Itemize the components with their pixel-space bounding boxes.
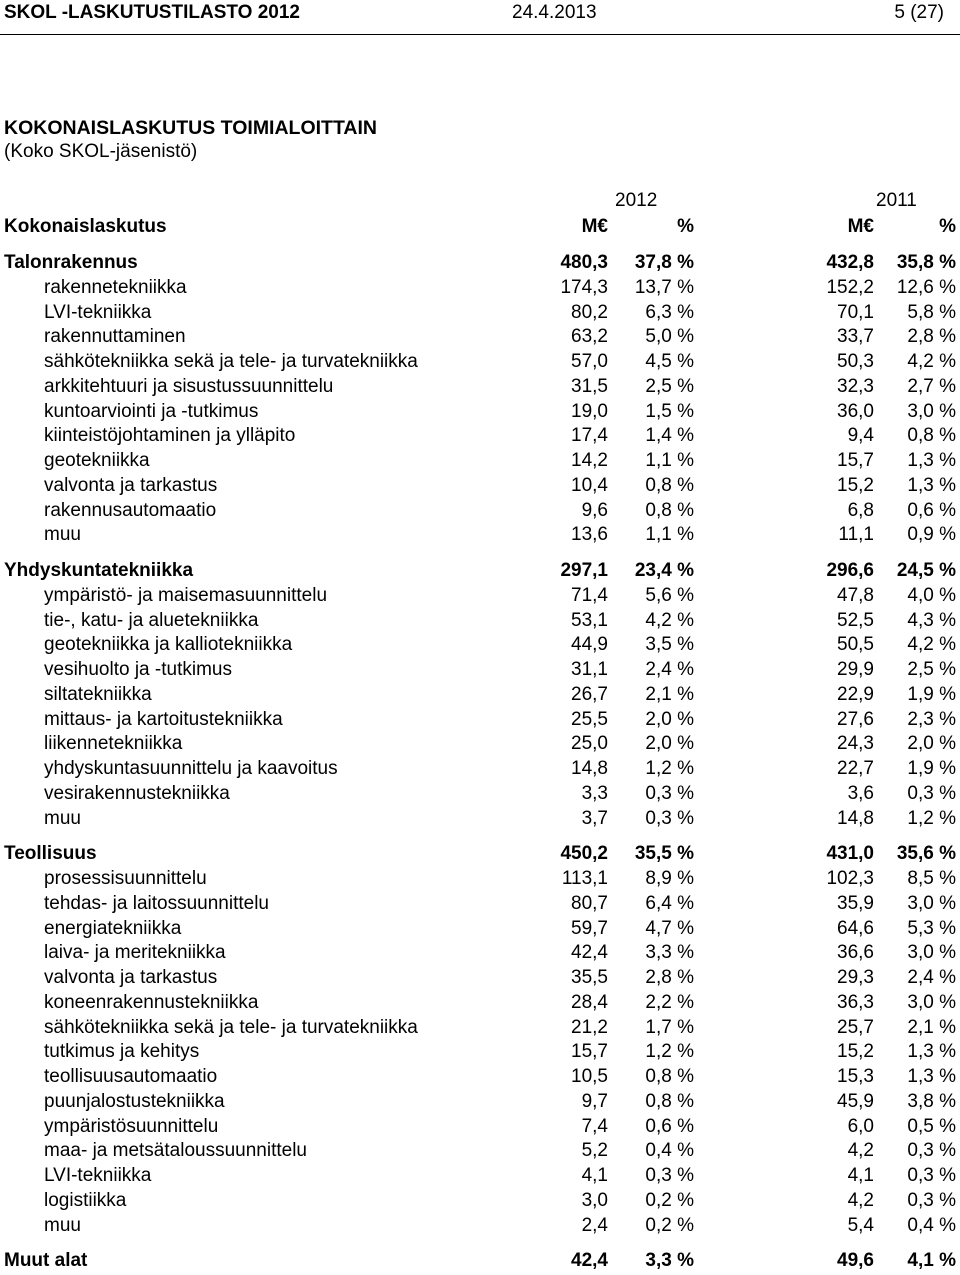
value-pct-2012: 13,7 % — [634, 276, 694, 298]
value-meur-2012: 3,3 — [581, 782, 608, 804]
value-meur-2011: 25,7 — [837, 1016, 874, 1038]
value-pct-2011: 0,6 % — [907, 499, 956, 521]
value-pct-2011: 1,9 % — [907, 758, 956, 779]
value-meur-2012: 7,4 — [581, 1115, 608, 1137]
value-meur-2012: 53,1 — [571, 609, 608, 631]
table-row — [0, 1115, 960, 1139]
row-label: laiva- ja meritekniikka — [44, 942, 226, 964]
value-pct-2012: 2,5 % — [645, 375, 694, 397]
category-row — [0, 559, 960, 583]
table-row — [0, 732, 960, 756]
value-meur-2011: 36,3 — [837, 991, 874, 1013]
value-pct-2011: 35,6 % — [896, 843, 956, 865]
value-pct-2011: 0,5 % — [907, 1115, 956, 1137]
value-meur-2011: 6,0 — [847, 1115, 874, 1137]
row-label: logistiikka — [44, 1189, 127, 1211]
table-row — [0, 867, 960, 891]
value-meur-2011: 22,9 — [837, 683, 874, 705]
value-pct-2012: 4,5 % — [645, 351, 694, 372]
value-meur-2012: 31,5 — [571, 375, 608, 397]
value-meur-2011: 70,1 — [837, 301, 874, 323]
value-meur-2011: 4,2 — [847, 1140, 874, 1162]
value-pct-2012: 5,6 % — [645, 584, 694, 606]
value-meur-2012: 71,4 — [571, 584, 608, 606]
value-meur-2011: 4,2 — [847, 1189, 874, 1211]
value-pct-2011: 8,5 % — [907, 868, 956, 889]
value-meur-2011: 14,8 — [837, 807, 874, 829]
category-row — [0, 842, 960, 866]
value-pct-2012: 4,2 % — [645, 609, 694, 631]
value-meur-2011: 64,6 — [837, 917, 874, 939]
value-pct-2011: 2,4 % — [907, 967, 956, 988]
value-pct-2012: 3,5 % — [645, 634, 694, 656]
value-meur-2011: 52,5 — [837, 609, 874, 631]
value-meur-2012: 4,1 — [581, 1165, 608, 1186]
year-2012-heading: 2012 — [615, 190, 658, 211]
value-meur-2012: 5,2 — [581, 1140, 608, 1162]
value-pct-2012: 1,1 % — [645, 450, 694, 471]
table-row — [0, 782, 960, 806]
table-row — [0, 449, 960, 473]
value-pct-2012: 0,8 % — [645, 1066, 694, 1087]
value-meur-2012: 80,7 — [571, 892, 608, 914]
row-label: muu — [44, 1214, 81, 1236]
table-row — [0, 658, 960, 682]
value-pct-2011: 0,3 % — [907, 1189, 956, 1211]
value-pct-2012: 6,4 % — [645, 892, 694, 914]
value-pct-2012: 2,0 % — [645, 733, 694, 755]
value-meur-2012: 63,2 — [571, 326, 608, 348]
page-number: 5 (27) — [894, 2, 944, 23]
row-label: Teollisuus — [4, 843, 97, 865]
value-meur-2011: 50,3 — [837, 351, 874, 372]
table-row — [0, 683, 960, 707]
value-meur-2012: 25,0 — [571, 733, 608, 755]
value-meur-2011: 3,6 — [847, 782, 874, 804]
value-pct-2012: 2,2 % — [645, 991, 694, 1013]
value-pct-2012: 0,8 % — [645, 1090, 694, 1112]
value-pct-2011: 2,7 % — [907, 375, 956, 397]
report-title: SKOL -LASKUTUSTILASTO 2012 — [4, 2, 300, 23]
value-meur-2011: 45,9 — [837, 1090, 874, 1112]
value-pct-2012: 0,8 % — [645, 474, 694, 496]
table-row — [0, 1065, 960, 1089]
value-pct-2011: 4,3 % — [907, 609, 956, 631]
table-row — [0, 400, 960, 424]
value-pct-2011: 0,3 % — [907, 1165, 956, 1186]
value-meur-2012: 28,4 — [571, 991, 608, 1013]
row-label: Yhdyskuntatekniikka — [4, 560, 194, 581]
value-pct-2011: 1,9 % — [907, 683, 956, 705]
value-meur-2012: 80,2 — [571, 301, 608, 323]
value-meur-2011: 15,3 — [837, 1066, 874, 1087]
table-row — [0, 301, 960, 325]
value-meur-2011: 32,3 — [837, 375, 874, 397]
table-row — [0, 807, 960, 831]
value-pct-2012: 37,8 % — [634, 252, 694, 273]
section-subtitle: (Koko SKOL-jäsenistö) — [4, 141, 198, 162]
value-meur-2011: 50,5 — [837, 634, 874, 656]
value-meur-2012: 10,4 — [571, 474, 608, 496]
value-pct-2012: 3,3 % — [645, 942, 694, 964]
column-label: Kokonaislaskutus — [4, 216, 167, 237]
value-pct-2012: 0,6 % — [645, 1115, 694, 1137]
row-label: rakennuttaminen — [44, 326, 186, 348]
value-meur-2012: 19,0 — [571, 400, 608, 422]
value-meur-2012: 35,5 — [571, 967, 608, 988]
value-pct-2012: 2,8 % — [645, 967, 694, 988]
value-pct-2012: 23,4 % — [634, 560, 694, 581]
unit-meur-2011: M€ — [847, 216, 874, 237]
category-row — [0, 251, 960, 275]
unit-meur-2012: M€ — [581, 216, 608, 237]
value-pct-2012: 2,4 % — [645, 659, 694, 680]
table-row — [0, 917, 960, 941]
row-label: energiatekniikka — [44, 917, 182, 939]
table-row — [0, 757, 960, 781]
value-meur-2012: 174,3 — [560, 276, 608, 298]
value-meur-2011: 15,7 — [837, 450, 874, 471]
table-row — [0, 1214, 960, 1238]
row-label: tie-, katu- ja aluetekniikka — [44, 609, 259, 631]
value-meur-2011: 15,2 — [837, 1041, 874, 1063]
table-row — [0, 633, 960, 657]
table-row — [0, 966, 960, 990]
value-pct-2011: 12,6 % — [896, 276, 956, 298]
value-meur-2012: 113,1 — [561, 868, 608, 889]
value-pct-2012: 5,0 % — [645, 326, 694, 348]
report-date: 24.4.2013 — [512, 2, 597, 23]
value-pct-2011: 4,2 % — [907, 351, 956, 372]
year-2011-heading: 2011 — [876, 190, 917, 211]
value-pct-2012: 2,0 % — [645, 708, 694, 730]
value-meur-2012: 13,6 — [571, 524, 608, 546]
value-pct-2012: 35,5 % — [634, 843, 694, 865]
table-row — [0, 584, 960, 608]
value-meur-2011: 47,8 — [837, 584, 874, 606]
row-label: puunjalostustekniikka — [44, 1090, 225, 1112]
table-row — [0, 1090, 960, 1114]
table-row — [0, 1139, 960, 1163]
value-meur-2012: 3,7 — [581, 807, 608, 829]
value-pct-2012: 1,2 % — [645, 758, 694, 779]
value-meur-2011: 432,8 — [826, 252, 874, 273]
page-header — [0, 0, 960, 35]
value-meur-2012: 26,7 — [571, 683, 608, 705]
value-meur-2011: 33,7 — [837, 326, 874, 348]
value-pct-2011: 3,0 % — [907, 942, 956, 964]
value-pct-2011: 5,3 % — [907, 917, 956, 939]
value-pct-2011: 1,3 % — [907, 474, 956, 496]
row-label: LVI-tekniikka — [44, 1165, 152, 1186]
value-meur-2011: 22,7 — [837, 758, 874, 779]
value-pct-2011: 35,8 % — [896, 252, 956, 273]
row-label: maa- ja metsätaloussuunnittelu — [44, 1140, 307, 1162]
value-meur-2011: 49,6 — [837, 1250, 874, 1272]
value-pct-2012: 2,1 % — [645, 683, 694, 705]
value-meur-2012: 25,5 — [571, 708, 608, 730]
value-pct-2011: 0,9 % — [907, 524, 956, 546]
value-pct-2012: 0,2 % — [645, 1214, 694, 1236]
value-meur-2011: 6,8 — [847, 499, 874, 521]
value-pct-2011: 0,3 % — [907, 1140, 956, 1162]
value-pct-2012: 1,2 % — [645, 1041, 694, 1063]
row-label: valvonta ja tarkastus — [44, 967, 218, 988]
table-row — [0, 609, 960, 633]
value-meur-2011: 5,4 — [847, 1214, 874, 1236]
row-label: LVI-tekniikka — [44, 301, 152, 323]
row-label: vesirakennustekniikka — [44, 782, 230, 804]
value-pct-2012: 0,3 % — [645, 807, 694, 829]
row-label: ympäristö- ja maisemasuunnittelu — [44, 584, 328, 606]
row-label: rakennusautomaatio — [44, 499, 217, 521]
value-pct-2011: 2,0 % — [907, 733, 956, 755]
value-meur-2011: 102,3 — [826, 868, 874, 889]
value-meur-2011: 29,9 — [837, 659, 874, 680]
value-meur-2011: 431,0 — [826, 843, 874, 865]
value-meur-2012: 15,7 — [571, 1041, 608, 1063]
value-pct-2012: 8,9 % — [645, 868, 694, 889]
value-pct-2011: 0,4 % — [907, 1214, 956, 1236]
value-meur-2012: 44,9 — [571, 634, 608, 656]
table-row — [0, 375, 960, 399]
value-meur-2011: 296,6 — [826, 560, 874, 581]
row-label: kuntoarviointi ja -tutkimus — [44, 400, 259, 422]
row-label: geotekniikka — [44, 450, 150, 471]
row-label: geotekniikka ja kalliotekniikka — [44, 634, 293, 656]
value-meur-2012: 480,3 — [560, 252, 608, 273]
value-pct-2011: 1,3 % — [907, 450, 956, 471]
value-meur-2012: 450,2 — [560, 843, 608, 865]
table-row — [0, 1016, 960, 1040]
value-pct-2012: 6,3 % — [645, 301, 694, 323]
table-row — [0, 424, 960, 448]
value-pct-2012: 1,4 % — [645, 425, 694, 447]
row-label: Muut alat — [4, 1250, 88, 1272]
value-meur-2011: 27,6 — [837, 708, 874, 730]
value-pct-2012: 0,3 % — [645, 1165, 694, 1186]
table-row — [0, 1164, 960, 1188]
value-meur-2012: 42,4 — [571, 1250, 608, 1272]
value-meur-2011: 9,4 — [847, 425, 874, 447]
value-pct-2011: 1,3 % — [907, 1066, 956, 1087]
row-label: koneenrakennustekniikka — [44, 991, 259, 1013]
value-meur-2012: 10,5 — [571, 1066, 608, 1087]
table-row — [0, 474, 960, 498]
table-row — [0, 276, 960, 300]
value-meur-2011: 24,3 — [837, 733, 874, 755]
value-meur-2012: 9,7 — [581, 1090, 608, 1112]
row-label: vesihuolto ja -tutkimus — [44, 659, 232, 680]
unit-pct-2011: % — [939, 216, 956, 237]
row-label: arkkitehtuuri ja sisustussuunnittelu — [44, 375, 334, 397]
row-label: tehdas- ja laitossuunnittelu — [44, 892, 269, 914]
value-pct-2011: 3,0 % — [907, 400, 956, 422]
value-pct-2011: 2,3 % — [907, 708, 956, 730]
value-meur-2012: 2,4 — [581, 1214, 608, 1236]
row-label: muu — [44, 807, 81, 829]
table-row — [0, 941, 960, 965]
value-pct-2011: 3,8 % — [907, 1090, 956, 1112]
value-pct-2012: 0,3 % — [645, 782, 694, 804]
row-label: muu — [44, 524, 81, 546]
table-row — [0, 350, 960, 374]
table-row — [0, 1040, 960, 1064]
value-pct-2011: 2,1 % — [907, 1016, 956, 1038]
table-row — [0, 523, 960, 547]
value-meur-2012: 14,2 — [571, 450, 608, 471]
row-label: mittaus- ja kartoitustekniikka — [44, 708, 283, 730]
category-row — [0, 1249, 960, 1273]
value-meur-2011: 152,2 — [826, 276, 874, 298]
row-label: tutkimus ja kehitys — [44, 1041, 200, 1063]
value-meur-2012: 31,1 — [571, 659, 608, 680]
row-label: valvonta ja tarkastus — [44, 474, 218, 496]
value-meur-2012: 297,1 — [560, 560, 608, 581]
value-pct-2012: 1,1 % — [645, 524, 694, 546]
value-meur-2011: 15,2 — [837, 474, 874, 496]
row-label: Talonrakennus — [4, 252, 138, 273]
value-pct-2011: 4,2 % — [907, 634, 956, 656]
value-pct-2012: 3,3 % — [645, 1250, 694, 1272]
row-label: prosessisuunnittelu — [44, 868, 207, 889]
row-label: liikennetekniikka — [44, 733, 183, 755]
table-row — [0, 325, 960, 349]
value-pct-2012: 1,5 % — [645, 400, 694, 422]
value-pct-2011: 2,8 % — [907, 326, 956, 348]
value-pct-2012: 4,7 % — [645, 917, 694, 939]
row-label: kiinteistöjohtaminen ja ylläpito — [44, 425, 296, 447]
value-meur-2011: 36,6 — [837, 942, 874, 964]
value-meur-2012: 14,8 — [571, 758, 608, 779]
value-pct-2011: 2,5 % — [907, 659, 956, 680]
value-pct-2011: 3,0 % — [907, 991, 956, 1013]
value-pct-2012: 0,8 % — [645, 499, 694, 521]
value-meur-2012: 9,6 — [581, 499, 608, 521]
row-label: sähkötekniikka sekä ja tele- ja turvatekniikka — [44, 351, 418, 372]
row-label: rakennetekniikka — [44, 276, 187, 298]
value-pct-2011: 1,3 % — [907, 1041, 956, 1063]
value-pct-2012: 0,2 % — [645, 1189, 694, 1211]
value-meur-2012: 59,7 — [571, 917, 608, 939]
table-header-row — [0, 216, 960, 240]
value-pct-2011: 4,1 % — [907, 1250, 956, 1272]
value-meur-2012: 21,2 — [571, 1016, 608, 1038]
value-meur-2011: 35,9 — [837, 892, 874, 914]
row-label: siltatekniikka — [44, 683, 152, 705]
unit-pct-2012: % — [677, 216, 694, 237]
table-row — [0, 892, 960, 916]
value-meur-2012: 57,0 — [571, 351, 608, 372]
value-pct-2011: 5,8 % — [907, 301, 956, 323]
table-row — [0, 991, 960, 1015]
value-meur-2011: 29,3 — [837, 967, 874, 988]
section-title: KOKONAISLASKUTUS TOIMIALOITTAIN — [4, 117, 378, 139]
value-pct-2011: 0,8 % — [907, 425, 956, 447]
table-row — [0, 499, 960, 523]
row-label: ympäristösuunnittelu — [44, 1115, 219, 1137]
value-pct-2012: 0,4 % — [645, 1140, 694, 1162]
table-row — [0, 708, 960, 732]
row-label: sähkötekniikka sekä ja tele- ja turvatekniikka — [44, 1016, 418, 1038]
value-pct-2012: 1,7 % — [645, 1016, 694, 1038]
value-pct-2011: 0,3 % — [907, 782, 956, 804]
value-pct-2011: 4,0 % — [907, 584, 956, 606]
value-meur-2012: 3,0 — [581, 1189, 608, 1211]
value-meur-2011: 36,0 — [837, 400, 874, 422]
table-row — [0, 1189, 960, 1213]
value-pct-2011: 1,2 % — [907, 807, 956, 829]
value-pct-2011: 24,5 % — [896, 560, 956, 581]
value-meur-2012: 17,4 — [571, 425, 608, 447]
value-pct-2011: 3,0 % — [907, 892, 956, 914]
row-label: teollisuusautomaatio — [44, 1066, 218, 1087]
value-meur-2012: 42,4 — [571, 942, 608, 964]
value-meur-2011: 11,1 — [838, 524, 874, 546]
value-meur-2011: 4,1 — [847, 1165, 874, 1186]
row-label: yhdyskuntasuunnittelu ja kaavoitus — [44, 758, 338, 779]
